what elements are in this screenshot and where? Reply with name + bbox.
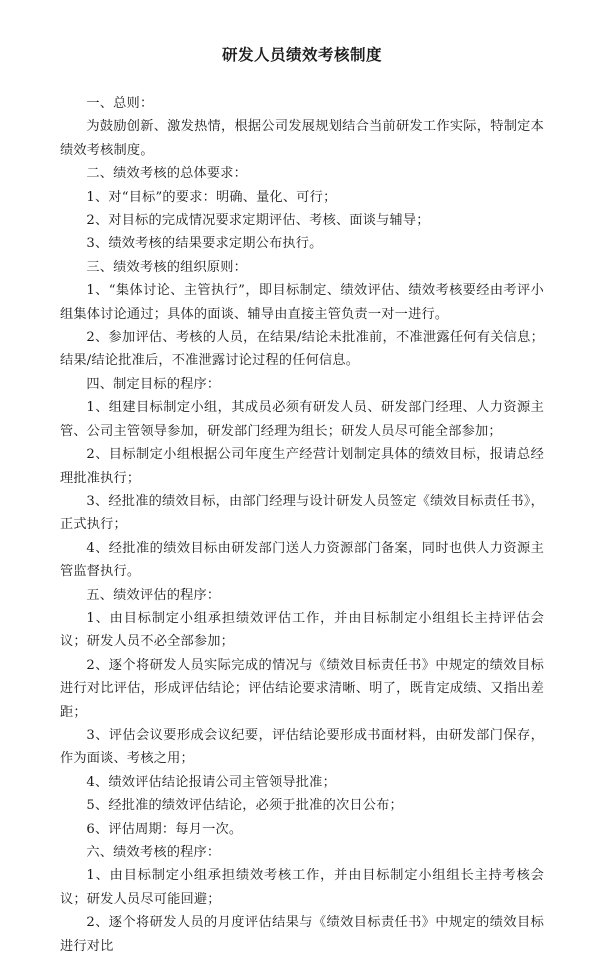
document-page bbox=[60, 44, 544, 958]
list-item: 3、经批准的绩效目标，由部门经理与设计研发人员签定《绩效目标责任书》，正式执行； bbox=[60, 493, 544, 533]
section-heading-goal-setting: 四、制定目标的程序： bbox=[86, 376, 221, 392]
list-item: 3、评估会议要形成会议纪要，评估结论要形成书面材料，由研发部门保存，作为面谈、考核之用； bbox=[60, 727, 544, 767]
list-item: 1、组建目标制定小组，其成员必须有研发人员、研发部门经理、人力资源主管、公司主管领导参加，研发部门经理为组长；研发人员尽可能全部参加； bbox=[60, 400, 544, 439]
section-heading-evaluation: 五、绩效评估的程序： bbox=[86, 587, 221, 603]
list-item: 4、经批准的绩效目标由研发部门送人力资源部门备案，同时也供人力资源主管监督执行。 bbox=[60, 540, 544, 580]
document-title: 研发人员绩效考核制度 bbox=[221, 45, 382, 64]
list-item: 2、目标制定小组根据公司年度生产经营计划制定具体的绩效目标，报请总经理批准执行； bbox=[60, 447, 544, 486]
section-heading-principles: 三、绩效考核的组织原则： bbox=[86, 259, 248, 275]
list-item: 6、评估周期：每月一次。 bbox=[86, 821, 243, 837]
list-item: 2、参加评估、考核的人员，在结果/结论未批准前，不准泄露任何有关信息；结果/结论批准后，不准泄露讨论过程的任何信息。 bbox=[60, 330, 544, 369]
document-body bbox=[60, 92, 544, 958]
list-item: 2、逐个将研发人员实际完成的情况与《绩效目标责任书》中规定的绩效目标进行对比评估，形成评估结论；评估结论要求清晰、明了，既肯定成绩、又指出差距； bbox=[60, 657, 544, 720]
paragraph: 为鼓励创新、激发热情，根据公司发展规划结合当前研发工作实际，特制定本绩效考核制度。 bbox=[60, 119, 544, 158]
list-item: 4、绩效评估结论报请公司主管领导批准； bbox=[86, 774, 336, 790]
list-item: 2、对目标的完成情况要求定期评估、考核、面谈与辅导； bbox=[86, 213, 430, 229]
list-item: 1、由目标制定小组承担绩效考核工作，并由目标制定小组组长主持考核会议；研发人员尽可能回避； bbox=[60, 868, 544, 907]
list-item: 1、对“目标”的要求：明确、量化、可行； bbox=[86, 189, 337, 205]
section-heading-assessment: 六、绩效考核的程序： bbox=[86, 845, 221, 860]
section-heading-general: 一、总则： bbox=[86, 96, 154, 111]
list-item: 2、逐个将研发人员的月度评估结果与《绩效目标责任书》中规定的绩效目标进行对比 bbox=[60, 915, 544, 954]
list-item: 5、经批准的绩效评估结论，必须于批准的次日公布； bbox=[86, 798, 403, 814]
list-item: 3、绩效考核的结果要求定期公布执行。 bbox=[86, 236, 323, 252]
list-item: 1、由目标制定小组承担绩效评估工作，并由目标制定小组组长主持评估会议；研发人员不必全部参加； bbox=[60, 610, 544, 650]
section-heading-requirements: 二、绩效考核的总体要求： bbox=[86, 166, 248, 182]
list-item: 1、“集体讨论、主管执行”，即目标制定、绩效评估、绩效考核要经由考评小组集体讨论通过；具体的面谈、辅导由直接主管负责一对一进行。 bbox=[60, 283, 544, 322]
